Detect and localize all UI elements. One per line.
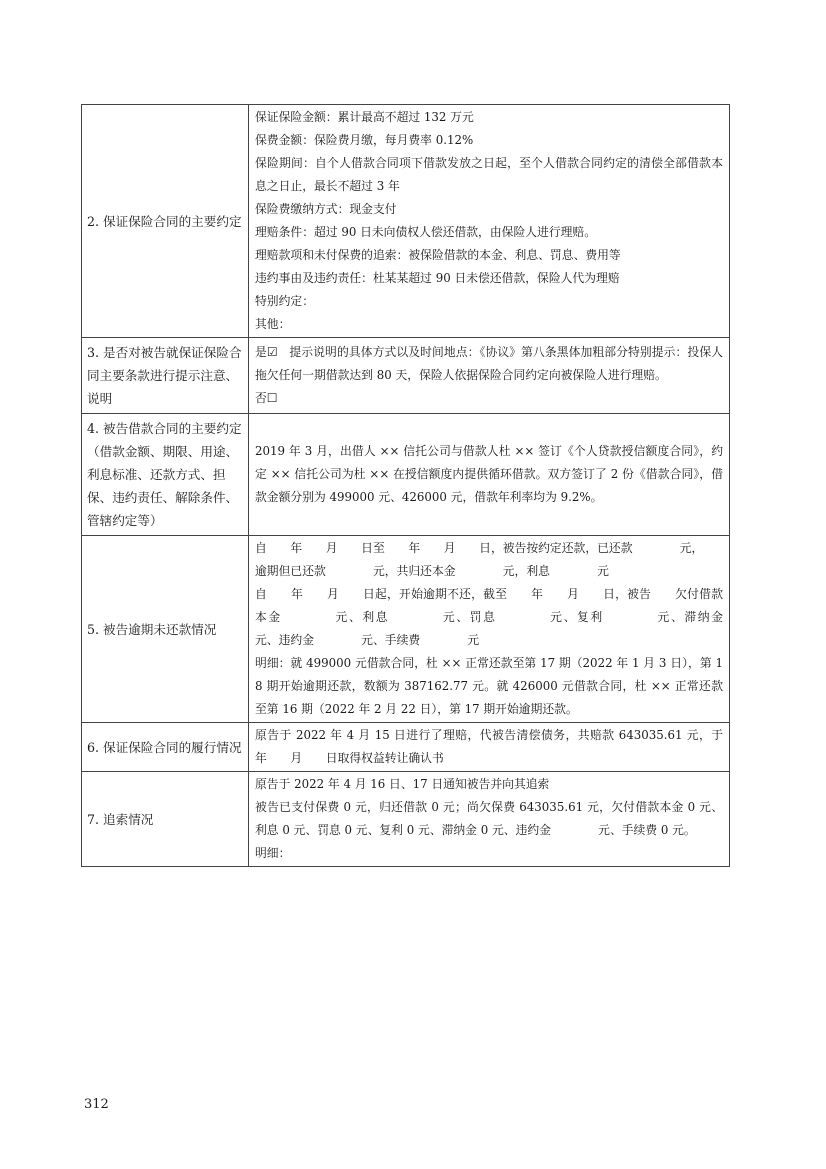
complaint-elements-table (81, 104, 771, 867)
row-content (249, 723, 747, 772)
content-line: 被告已支付保费 0 元，归还借款 0 元；尚欠保费 643035.61 元，欠付借款本金 0 元、利息 0 元、罚息 0 元、复利 0 元、滞纳金 0 元、违约金 元、手续费 0 元。 (255, 800, 723, 837)
row-label: 4. 被告借款合同的主要约定（借款金额、期限、用途、利息标准、还款方式、担保、违约责任、解除条件、管辖约定等） (82, 414, 249, 536)
content-line: 自 年 月 日至 年 月 日，被告按约定还款，已还款 元， (255, 541, 704, 555)
table-row (82, 414, 730, 536)
content-line: 保险费缴纳方式：现金支付 (255, 202, 397, 216)
content-line: 明细： (255, 846, 291, 860)
content-line: 保证保险金额：累计最高不超过 132 万元 (255, 110, 474, 124)
content-line: 原告于 2022 年 4 月 15 日进行了理赔，代被告清偿债务，共赔款 643035.61 元，于 年 月 日取得权益转让确认书 (255, 728, 747, 765)
page-number: 312 (84, 1097, 109, 1112)
content-line: 理赔条件：超过 90 日未向债权人偿还借款，由保险人进行理赔。 (255, 225, 597, 239)
content-line: 保费金额：保险费月缴，每月费率 0.12% (255, 133, 474, 147)
row-label: 3. 是否对被告就保证保险合同主要条款进行提示注意、说明 (82, 338, 249, 414)
content-line: 违约事由及违约责任：杜某某超过 90 日未偿还借款，保险人代为理赔 (255, 271, 620, 285)
row-label: 6. 保证保险合同的履行情况 (82, 723, 249, 772)
content-line: 理赔款项和未付保费的追索：被保险借款的本金、利息、罚息、费用等 (255, 248, 621, 262)
content-line: 保险期间：自个人借款合同项下借款发放之日起，至个人借款合同约定的清偿全部借款本息之日止，最长不超过 3 年 (255, 156, 723, 193)
row-content (249, 772, 730, 867)
content-line: 其他： (255, 317, 291, 331)
row-label: 5. 被告逾期未还款情况 (82, 536, 249, 723)
table-row (82, 536, 730, 723)
table-row (82, 723, 730, 772)
row-label: 7. 追索情况 (82, 772, 249, 867)
table-row (82, 772, 730, 867)
table-row (82, 105, 730, 338)
row-content (249, 536, 771, 723)
row-content (249, 414, 730, 536)
content-line: 是☑ 提示说明的具体方式以及时间地点：《协议》第八条黑体加粗部分特别提示：投保人拖欠任何一期借款达到 80 天，保险人依据保险合同约定向被保险人进行理赔。 (255, 345, 723, 382)
content-line: 逾期但已还款 元，共归还本金 元，利息 元 (255, 564, 609, 578)
content-line: 2019 年 3 月，出借人 ×× 信托公司与借款人杜 ×× 签订《个人贷款授信额度合同》，约定 ×× 信托公司为杜 ×× 在授信额度内提供循环借款。双方签订了 2 份《借款合同》，借款金额分别为 499000 元、426000 元，借款年利率均为 9.2%。 (255, 444, 723, 504)
row-content (249, 338, 730, 414)
row-content (249, 105, 730, 338)
content-line: 原告于 2022 年 4 月 16 日、17 日通知被告并向其追索 (255, 777, 550, 791)
row-label: 2. 保证保险合同的主要约定 (82, 105, 249, 338)
content-line: 特别约定： (255, 294, 314, 308)
content-line: 明细：就 499000 元借款合同，杜 ×× 正常还款至第 17 期（2022 年 1 月 3 日），第 18 期开始逾期还款，数额为 387162.77 元。就 426000 元借款合同，杜 ×× 正常还款至第 16 期（2022 年 2 月 22 日），第 17 期开始逾期还款。 (255, 656, 723, 716)
content-line: 自 年 月 日起，开始逾期不还，截至 年 月 日，被告 欠付借款本金 元、利息 元、罚息 元、复利 元、滞纳金 元、违约金 元、手续费 元 (255, 587, 771, 647)
content-line: 否☐ (255, 391, 278, 405)
table-row (82, 338, 730, 414)
